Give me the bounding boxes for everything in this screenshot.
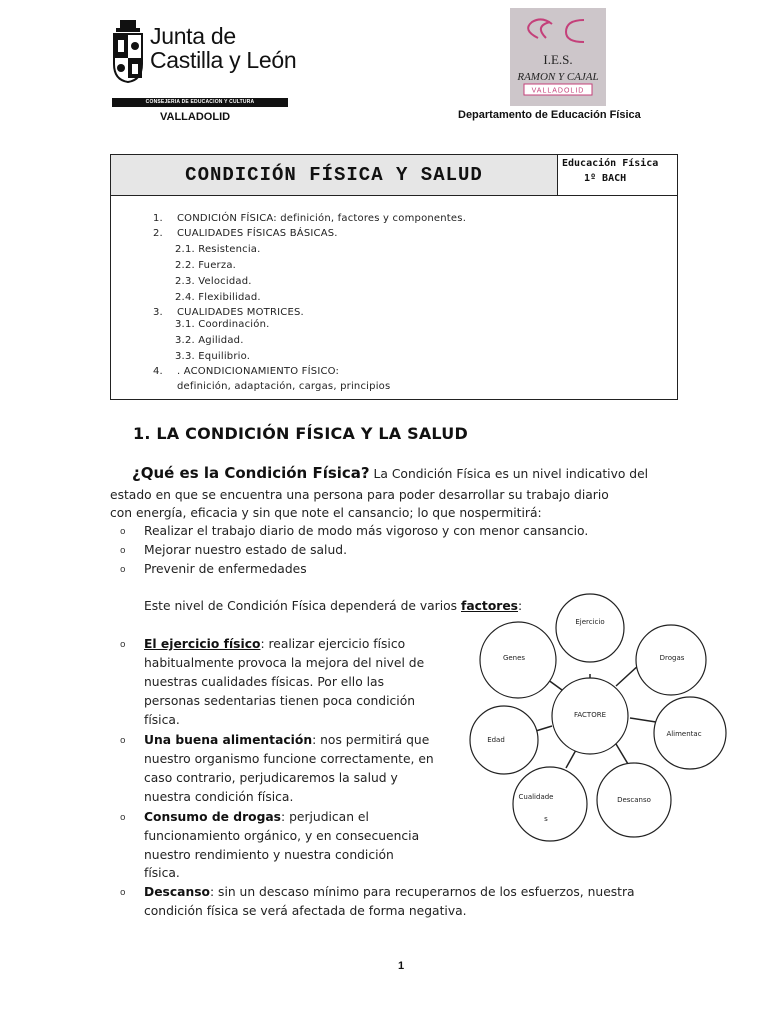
section-heading (133, 424, 468, 443)
factor-line (144, 810, 369, 824)
factor-line (144, 733, 429, 747)
benefit-item: Mejorar nuestro estado de salud. (144, 543, 347, 557)
toc-item: 4. (153, 366, 163, 377)
page-number: 1 (398, 960, 405, 972)
node-label: Edad (487, 736, 505, 744)
page-title: CONDICIÓN FÍSICA Y SALUD (185, 164, 483, 186)
bullet-icon: o (120, 888, 126, 898)
factor-text: : nos permitirá que (312, 733, 430, 747)
ies-city: VALLADOLID (531, 87, 585, 95)
bullet-icon: o (120, 640, 126, 650)
bullet-icon: o (120, 546, 126, 556)
factor-line: funcionamiento orgánico, y en consecuencia (144, 829, 420, 843)
bullet-icon: o (120, 527, 126, 537)
node-label: Alimentac (666, 730, 702, 738)
toc-item: 3. (153, 307, 163, 318)
jcyl-logo (112, 20, 297, 108)
toc-item: 1. (153, 213, 163, 224)
ies-label: I.E.S. (543, 52, 573, 67)
toc-subitem: 2.1. Resistencia. (175, 244, 261, 255)
node-label: Genes (502, 654, 526, 662)
intro-line: con energía, eficacia y sin que note el cansancio; lo que nospermitirá: (110, 506, 542, 520)
bullet-icon: o (120, 565, 126, 575)
department-label: Departamento de Educación Física (458, 109, 641, 121)
factor-title: Descanso (144, 885, 210, 899)
factor-line: nuestro organismo funcione correctamente, en (144, 752, 434, 766)
node-label: s (544, 815, 548, 823)
factor-line: condición física se verá afectada de forma negativa. (144, 904, 467, 918)
toc-item-text: CONDICIÓN FÍSICA: definición, factores y componentes. (177, 213, 467, 224)
factor-line: habitualmente provoca la mejora del nivel de (144, 656, 425, 670)
factor-line: personas sedentarias tienen poca condición (144, 694, 416, 708)
toc-item: 2. (153, 228, 163, 239)
factor-line: física. (144, 866, 180, 880)
subject-name: Educación Física (562, 158, 659, 169)
node-label: Descanso (617, 796, 651, 804)
toc-item-text: definición, adaptación, cargas, principios (177, 381, 391, 392)
factor-title: Una buena alimentación (144, 733, 313, 747)
factor-text: : perjudican el (281, 810, 369, 824)
toc-subitem: 2.2. Fuerza. (175, 260, 237, 271)
factor-line (144, 637, 405, 651)
bullet-icon: o (120, 813, 126, 823)
factors-intro (144, 599, 522, 613)
intro-text: La Condición Física es un nivel indicativo del (369, 467, 649, 481)
node-cualidades (513, 767, 587, 841)
factors-word: factores (461, 599, 518, 613)
ies-school-name: RAMON Y CAJAL (517, 71, 599, 83)
question-heading: ¿Qué es la Condición Física? (132, 464, 370, 482)
bullet-icon: o (120, 736, 126, 746)
coat-of-arms-icon (112, 20, 144, 84)
toc-item-text: CUALIDADES FÍSICAS BÁSICAS. (177, 228, 338, 239)
jcyl-consejeria-bar: CONSEJERIA DE EDUCACION Y CULTURA (112, 98, 288, 107)
factor-text: : realizar ejercicio físico (260, 637, 406, 651)
factors-intro-text: Este nivel de Condición Física dependerá de varios (144, 599, 461, 613)
factor-title: Consumo de drogas (144, 810, 282, 824)
factor-text: : sin un descaso mínimo para recuperarnos de los esfuerzos, nuestra (209, 885, 635, 899)
node-label: Drogas (659, 654, 685, 662)
factor-line: nuestra condición física. (144, 790, 294, 804)
toc-item-text: . ACONDICIONAMIENTO FÍSICO: (177, 366, 340, 377)
toc-subitem: 3.1. Coordinación. (175, 319, 270, 330)
jcyl-line2: Castilla y León (150, 47, 297, 73)
city-label: VALLADOLID (160, 111, 231, 123)
toc-subitem: 3.3. Equilibrio. (175, 351, 251, 362)
node-label: Cualidade (518, 793, 554, 801)
node-label: Ejercicio (575, 618, 605, 626)
benefit-item: Realizar el trabajo diario de modo más vigoroso y con menor cansancio. (144, 524, 589, 538)
intro-line (132, 464, 648, 482)
toc-item-text: CUALIDADES MOTRICES. (177, 307, 304, 318)
factor-line: nuestro rendimiento y nuestra condición (144, 848, 394, 862)
benefit-item: Prevenir de enfermedades (144, 562, 307, 576)
section-title: . LA CONDICIÓN FÍSICA Y LA SALUD (144, 424, 468, 443)
section-number: 1 (133, 424, 145, 443)
title-box (110, 154, 678, 400)
factor-title: El ejercicio físico (144, 637, 261, 651)
toc-subitem: 3.2. Agilidad. (175, 335, 244, 346)
factors-diagram (468, 590, 702, 852)
factors-colon: : (518, 599, 523, 613)
toc-subitem: 2.4. Flexibilidad. (175, 292, 261, 303)
jcyl-line1: Junta de (150, 23, 236, 49)
toc-subitem: 2.3. Velocidad. (175, 276, 252, 287)
jcyl-name (150, 24, 296, 72)
factor-line: nuestras cualidades físicas. Por ello las (144, 675, 384, 689)
intro-line: estado en que se encuentra una persona para poder desarrollar su trabajo diario (110, 488, 609, 502)
ies-logo (510, 8, 606, 106)
title-cell (111, 155, 558, 196)
subject-level: 1º BACH (584, 173, 627, 184)
ies-emblem-icon (510, 8, 606, 106)
center-label: FACTORE (573, 711, 607, 719)
factor-line: física. (144, 713, 180, 727)
factor-line (144, 885, 635, 899)
node-ejercicio (556, 594, 624, 662)
subject-cell (558, 155, 677, 196)
factor-line: caso contrario, perjudicaremos la salud y (144, 771, 398, 785)
